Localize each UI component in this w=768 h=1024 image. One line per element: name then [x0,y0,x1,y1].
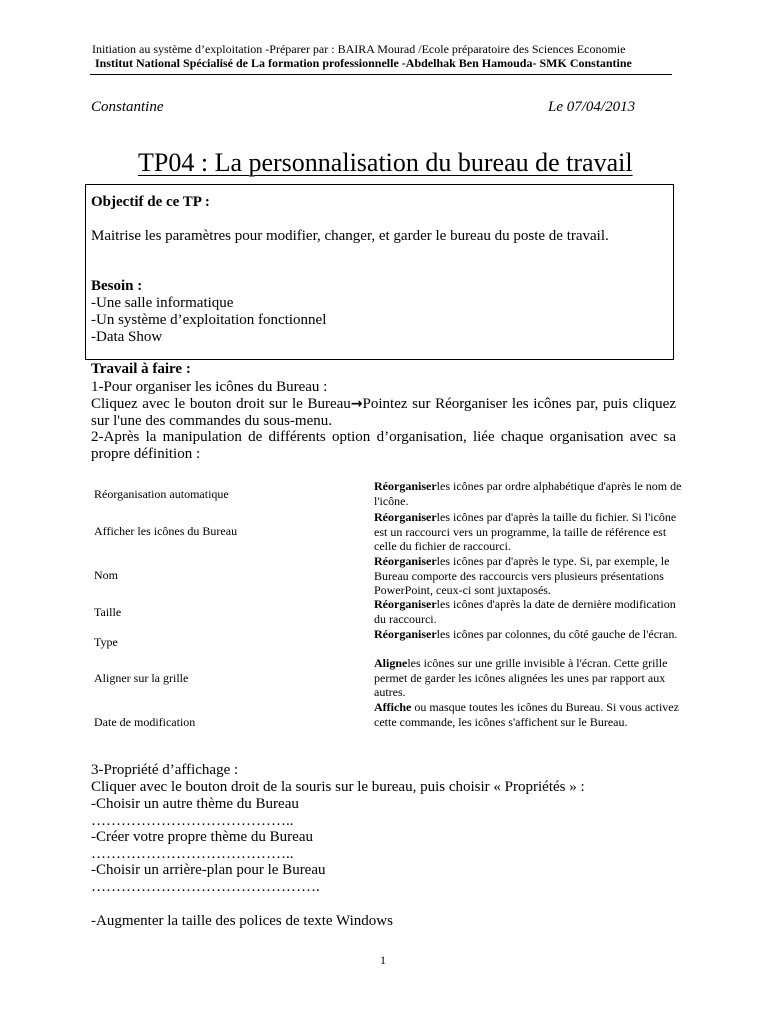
section3-item: -Choisir un arrière-plan pour le Bureau [91,862,326,878]
section3-item: -Créer votre propre thème du Bureau [91,829,313,845]
option-label: Aligner sur la grille [94,671,189,685]
option-label: Nom [94,568,118,582]
option-description: Réorganiserles icônes par colonnes, du côté gauche de l'écran. [374,627,678,641]
needs-heading: Besoin : [91,278,143,294]
option-description: Affiche ou masque toutes les icônes du Bureau. Si vous activez cette commande, les icônes s'affichent sur le Bureau. [374,700,679,729]
right-arrow-icon: → [350,396,363,412]
page-number: 1 [380,953,386,967]
step1-instruction [91,396,676,429]
option-description: Aligneles icônes sur une grille invisible à l'écran. Cette grille permet de garder les icônes alignées les unes par rapport aux autres. [374,656,668,700]
option-label: Taille [94,605,122,619]
option-description: Réorganiserles icônes par d'après le type. Si, par exemple, le Bureau comporte des raccourcis vers plusieurs présentations PowerPoint, ceux-ci sont juxtaposés. [374,554,670,598]
needs-item: -Data Show [91,329,163,345]
option-description: Réorganiserles icônes d'après la date de dernière modification du raccourci. [374,597,676,626]
header-line-2: Institut National Spécialisé de La formation professionnelle -Abdelhak Ben Hamouda- SMK Constantine [95,56,632,70]
header-divider [90,74,672,75]
objective-text: Maitrise les paramètres pour modifier, changer, et garder le bureau du poste de travail. [91,228,609,244]
option-description: Réorganiserles icônes par ordre alphabétique d'après le nom de l'icône. [374,479,682,508]
step2-instruction: 2-Après la manipulation de différents option d’organisation, liée chaque organisation avec sa propre définition : [91,429,676,462]
header-line-1: Initiation au système d’exploitation -Préparer par : BAIRA Mourad /Ecole préparatoire des Sciences Economie [92,42,626,56]
step1-instruction-b: Pointez sur Réorganiser les icônes par, puis cliquez sur l'une des commandes du sous-menu. [91,396,676,429]
option-label: Type [94,635,118,649]
section3-item: -Augmenter la taille des polices de texte Windows [91,913,393,929]
objective-heading: Objectif de ce TP : [91,194,210,210]
answer-dots: ………………………………….. [91,813,294,829]
option-description: Réorganiserles icônes par d'après la taille du fichier. Si l'icône est un raccourci vers un programme, la taille de référence est celle du fichier de raccourci. [374,510,677,554]
work-heading: Travail à faire : [91,361,191,377]
needs-item: -Une salle informatique [91,295,234,311]
option-label: Réorganisation automatique [94,487,229,501]
section3-item: -Choisir un autre thème du Bureau [91,796,299,812]
option-label: Date de modification [94,715,196,729]
needs-item: -Un système d’exploitation fonctionnel [91,312,327,328]
option-label: Afficher les icônes du Bureau [94,524,238,538]
date: Le 07/04/2013 [548,99,636,115]
place: Constantine [91,99,164,115]
section3-heading: 3-Propriété d’affichage : [91,762,239,778]
answer-dots: ………………………………………. [91,879,320,895]
answer-dots: ………………………………….. [91,846,294,862]
step1-heading: 1-Pour organiser les icônes du Bureau : [91,379,328,395]
section3-instruction: Cliquer avec le bouton droit de la souris sur le bureau, puis choisir « Propriétés » : [91,779,585,795]
step1-instruction-a: Cliquez avec le bouton droit sur le Bureau [91,396,351,412]
page-title: TP04 : La personnalisation du bureau de travail [138,148,633,177]
